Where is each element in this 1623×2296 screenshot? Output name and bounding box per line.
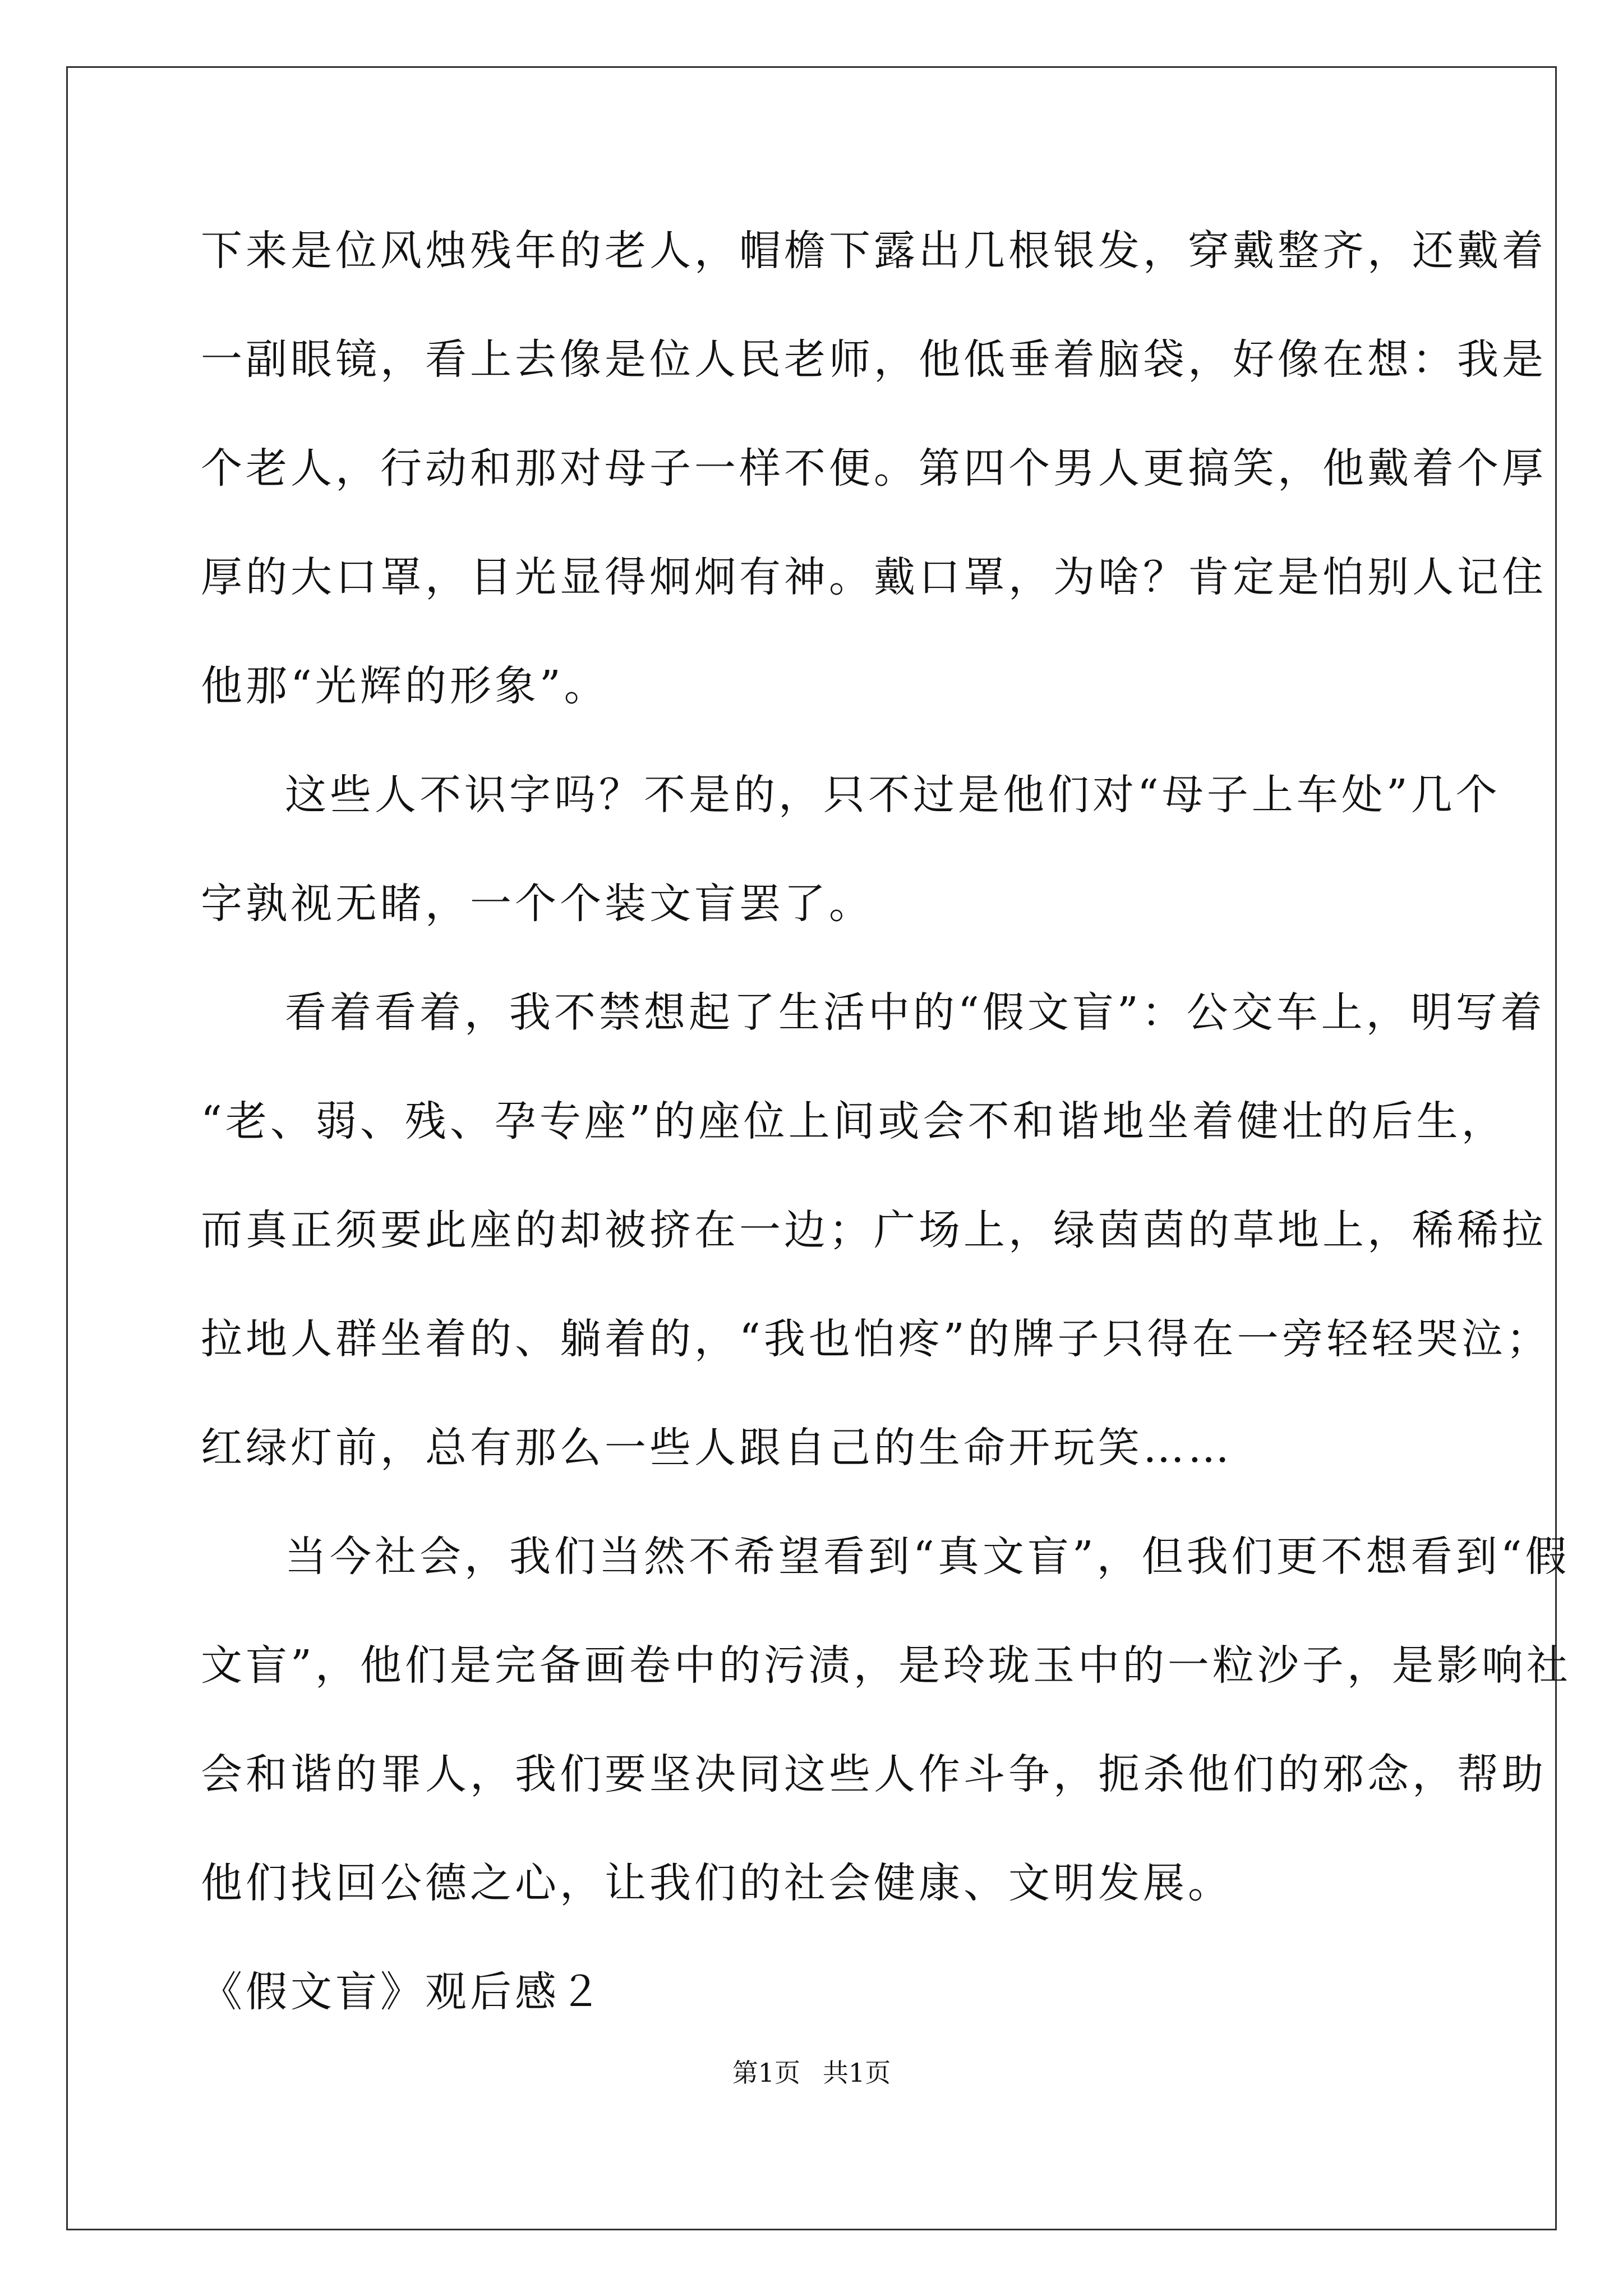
text-line-5: 他那“光辉的形象”。	[201, 662, 609, 710]
text-line-1: 下来是位风烛残年的老人，帽檐下露出几根银发，穿戴整齐，还戴着	[201, 227, 1547, 275]
page-total: 共1页	[823, 2058, 891, 2088]
text-line-8: 看着看着，我不禁想起了生活中的“假文盲”：公交车上，明写着	[285, 988, 1546, 1037]
text-line-7: 字孰视无睹，一个个装文盲罢了。	[201, 880, 874, 928]
text-line-13: 当今社会，我们当然不希望看到“真文盲”，但我们更不想看到“假	[285, 1533, 1570, 1581]
page-number: 第1页	[732, 2058, 800, 2088]
page-footer	[0, 2056, 1623, 2090]
text-line-11: 拉地人群坐着的、躺着的，“我也怕疼”的牌子只得在一旁轻轻哭泣；	[201, 1315, 1551, 1363]
text-line-6: 这些人不识字吗？不是的，只不过是他们对“母子上车处”几个	[285, 771, 1501, 819]
text-line-3: 个老人，行动和那对母子一样不便。第四个男人更搞笑，他戴着个厚	[201, 444, 1547, 493]
section-heading: 《假文盲》观后感２	[201, 1968, 605, 2016]
text-line-15: 会和谐的罪人，我们要坚决同这些人作斗争，扼杀他们的邪念，帮助	[201, 1750, 1547, 1798]
text-line-9: “老、弱、残、孕专座”的座位上间或会不和谐地坐着健壮的后生，	[201, 1097, 1506, 1145]
text-line-10: 而真正须要此座的却被挤在一边；广场上，绿茵茵的草地上，稀稀拉	[201, 1206, 1547, 1254]
text-line-2: 一副眼镜，看上去像是位人民老师，他低垂着脑袋，好像在想：我是	[201, 335, 1547, 384]
text-line-4: 厚的大口罩，目光显得炯炯有神。戴口罩，为啥？肯定是怕别人记住	[201, 553, 1547, 601]
text-line-16: 他们找回公德之心，让我们的社会健康、文明发展。	[201, 1859, 1233, 1907]
text-line-14: 文盲”，他们是完备画卷中的污渍，是玲珑玉中的一粒沙子，是影响社	[201, 1641, 1571, 1690]
text-line-12: 红绿灯前，总有那么一些人跟自己的生命开玩笑……	[201, 1424, 1233, 1472]
